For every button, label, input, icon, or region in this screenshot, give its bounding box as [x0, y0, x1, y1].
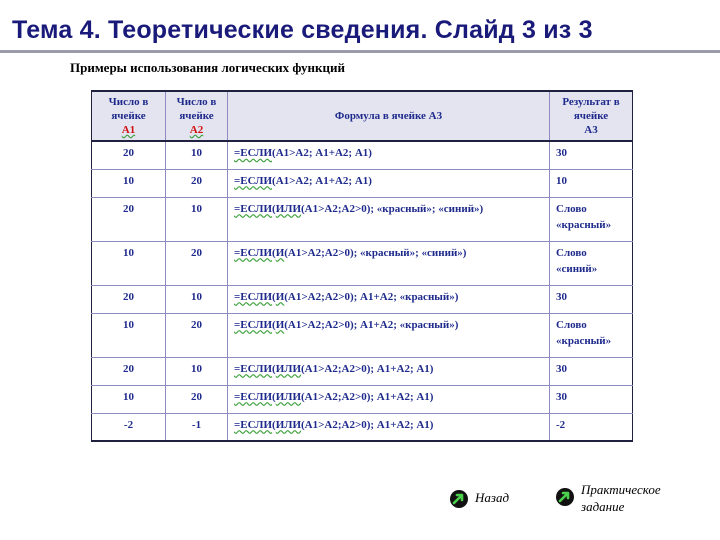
arrow-circle-icon	[555, 487, 575, 507]
formula-function: =ЕСЛИ	[234, 390, 273, 403]
cell-result: -2	[550, 413, 633, 441]
cell-formula: =ЕСЛИ(И(А1>А2;А2>0); «красный»; «синий»)	[228, 241, 550, 285]
cell-result: 30	[550, 141, 633, 169]
examples-table	[91, 90, 633, 442]
cell-a2: 10	[166, 357, 228, 385]
table-row	[92, 241, 633, 285]
formula-nested-function: ИЛИ	[275, 418, 302, 431]
cell-a2: 20	[166, 241, 228, 285]
cell-a1: 10	[92, 313, 166, 357]
cell-a1: 20	[92, 197, 166, 241]
formula-function: =ЕСЛИ	[234, 147, 273, 159]
cell-result: 10	[550, 169, 633, 197]
cell-formula: =ЕСЛИ(И(А1>А2;А2>0); А1+А2; «красный»)	[228, 313, 550, 357]
formula-arguments: (А1>А2; А1+А2; А1)	[272, 174, 372, 187]
formula-function: =ЕСЛИ	[234, 174, 273, 187]
cell-result: Слово «красный»	[550, 197, 633, 241]
formula-nested-function: И	[275, 290, 285, 303]
formula-nested-function: ИЛИ	[275, 390, 302, 403]
cell-formula: =ЕСЛИ(ИЛИ(А1>А2;А2>0); А1+А2; А1)	[228, 413, 550, 441]
cell-a1: 20	[92, 285, 166, 313]
cell-a2: -1	[166, 413, 228, 441]
arrow-circle-icon	[449, 489, 469, 509]
formula-nested-function: ИЛИ	[275, 202, 302, 215]
cell-formula: =ЕСЛИ(ИЛИ(А1>А2;А2>0); А1+А2; А1)	[228, 357, 550, 385]
table-row	[92, 413, 633, 441]
table-row	[92, 285, 633, 313]
title-divider	[0, 50, 720, 53]
header-a1-text: Число в ячейке	[108, 96, 149, 122]
cell-formula: =ЕСЛИ(ИЛИ(А1>А2;А2>0); «красный»; «синий»)	[228, 197, 550, 241]
cell-a1: 20	[92, 141, 166, 169]
header-a2-ref: А2	[189, 124, 204, 136]
formula-function: =ЕСЛИ	[234, 318, 273, 331]
formula-arguments: (А1>А2;А2>0); «красный»; «синий»)	[301, 202, 484, 215]
header-formula-text: Формула в ячейке А3	[334, 110, 443, 122]
header-result	[550, 91, 633, 141]
header-result-ref: А3	[584, 124, 598, 136]
formula-arguments: (А1>А2;А2>0); А1+А2; А1)	[301, 418, 434, 431]
cell-a2: 10	[166, 197, 228, 241]
formula-arguments: (А1>А2; А1+А2; А1)	[272, 147, 372, 159]
examples-table-container	[91, 90, 632, 442]
cell-result: 30	[550, 285, 633, 313]
cell-a2: 20	[166, 385, 228, 413]
header-formula	[228, 91, 550, 141]
formula-function: =ЕСЛИ	[234, 418, 273, 431]
formula-function: =ЕСЛИ	[234, 290, 273, 303]
cell-formula	[228, 169, 550, 197]
formula-function: =ЕСЛИ	[234, 202, 273, 215]
table-row	[92, 313, 633, 357]
formula-arguments: (А1>А2;А2>0); А1+А2; «красный»)	[284, 318, 459, 331]
header-a2	[166, 91, 228, 141]
formula-function: =ЕСЛИ	[234, 246, 273, 259]
cell-a2: 20	[166, 169, 228, 197]
formula-arguments: (А1>А2;А2>0); А1+А2; «красный»)	[284, 290, 459, 303]
table-row	[92, 385, 633, 413]
table-row	[92, 357, 633, 385]
table-row	[92, 197, 633, 241]
cell-formula: =ЕСЛИ(И(А1>А2;А2>0); А1+А2; «красный»)	[228, 285, 550, 313]
cell-a1: 20	[92, 357, 166, 385]
table-row	[92, 141, 633, 169]
cell-a1: 10	[92, 385, 166, 413]
header-a1-ref: А1	[121, 124, 136, 136]
cell-a1: -2	[92, 413, 166, 441]
cell-formula	[228, 141, 550, 169]
header-a2-text: Число в ячейке	[176, 96, 217, 122]
cell-result: Слово «красный»	[550, 313, 633, 357]
table-header-row	[92, 91, 633, 141]
formula-nested-function: И	[275, 246, 285, 259]
practical-task-button[interactable]	[555, 481, 701, 515]
slide-subtitle: Примеры использования логических функций	[70, 60, 346, 75]
back-button[interactable]	[449, 489, 509, 509]
formula-nested-function: И	[275, 318, 285, 331]
cell-result: 30	[550, 357, 633, 385]
cell-a2: 20	[166, 313, 228, 357]
formula-arguments: (А1>А2;А2>0); А1+А2; А1)	[301, 390, 434, 403]
header-result-text: Результат в ячейке	[562, 96, 620, 122]
formula-arguments: (А1>А2;А2>0); А1+А2; А1)	[301, 362, 434, 375]
cell-result: Слово «синий»	[550, 241, 633, 285]
table-row	[92, 169, 633, 197]
back-label: Назад	[475, 490, 510, 505]
header-a1	[92, 91, 166, 141]
cell-a1: 10	[92, 241, 166, 285]
formula-nested-function: ИЛИ	[275, 362, 302, 375]
formula-function: =ЕСЛИ	[234, 362, 273, 375]
practical-task-label: Практическое задание	[581, 482, 661, 514]
cell-result: 30	[550, 385, 633, 413]
slide-title: Тема 4. Теоретические сведения. Слайд 3 из 3	[12, 16, 593, 44]
cell-formula: =ЕСЛИ(ИЛИ(А1>А2;А2>0); А1+А2; А1)	[228, 385, 550, 413]
cell-a1: 10	[92, 169, 166, 197]
formula-arguments: (А1>А2;А2>0); «красный»; «синий»)	[284, 246, 467, 259]
cell-a2: 10	[166, 285, 228, 313]
cell-a2: 10	[166, 141, 228, 169]
